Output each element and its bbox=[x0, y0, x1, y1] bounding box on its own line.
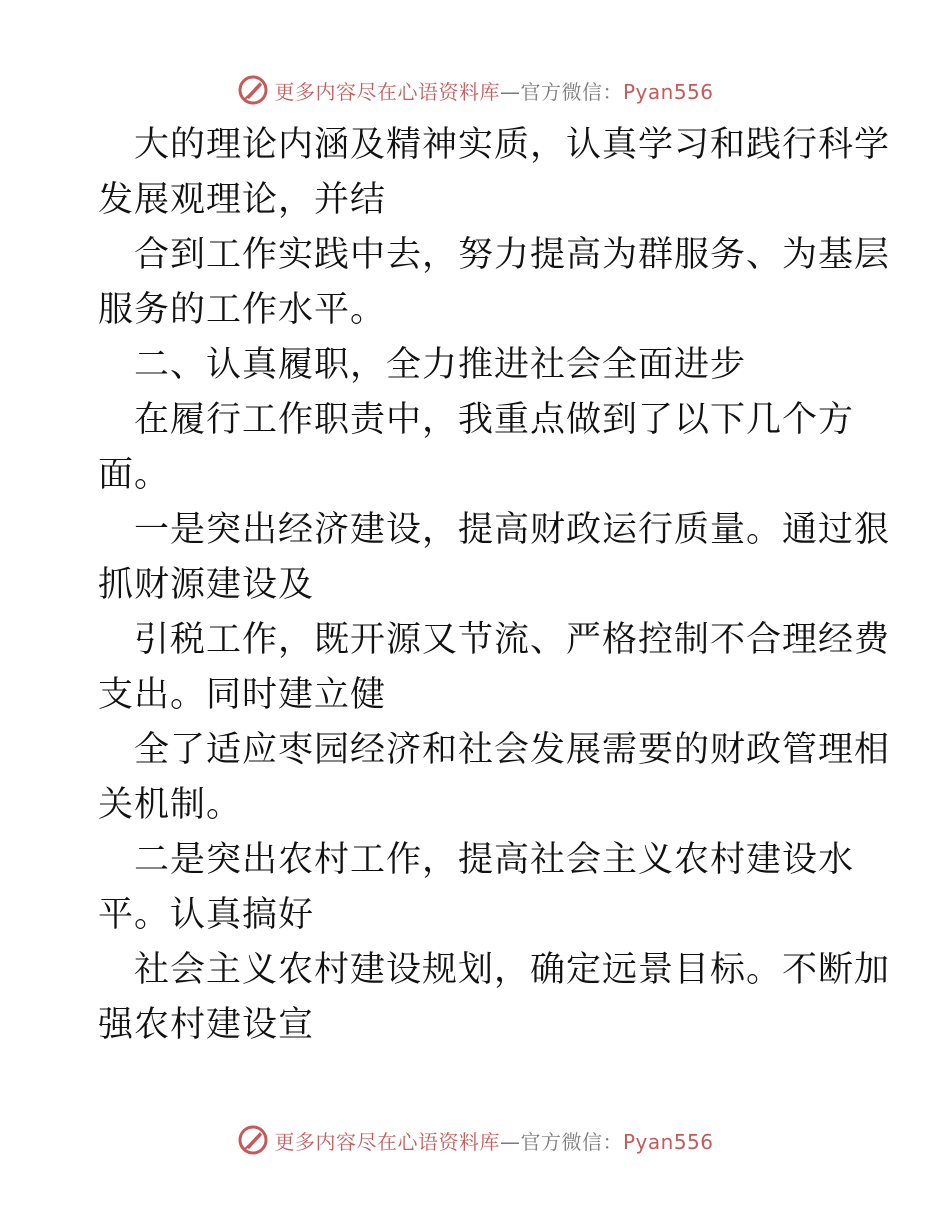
text-line: 社会主义农村建设规划，确定远景目标。不断加 bbox=[98, 950, 891, 990]
text-line: 合到工作实践中去，努力提高为群服务、为基层 bbox=[98, 235, 891, 275]
quill-logo-icon bbox=[236, 1123, 270, 1157]
section-heading: 二、认真履职，全力推进社会全面进步 bbox=[98, 345, 747, 385]
header-label: 官方微信： bbox=[520, 79, 623, 104]
document-body bbox=[98, 118, 891, 1053]
footer-wechat-id: Pyan556 bbox=[622, 1129, 714, 1154]
footer-dash: — bbox=[499, 1129, 521, 1154]
text-line: 一是突出经济建设，提高财政运行质量。通过狠 bbox=[98, 510, 891, 550]
footer-label: 官方微信： bbox=[520, 1129, 623, 1154]
text-line: 大的理论内涵及精神实质，认真学习和践行科学 bbox=[98, 125, 891, 165]
header-wechat-id: Pyan556 bbox=[622, 79, 714, 104]
text-line: 关机制。 bbox=[98, 785, 243, 825]
text-line: 引税工作，既开源又节流、严格控制不合理经费 bbox=[98, 620, 891, 660]
header-brand: 更多内容尽在心语资料库 bbox=[274, 79, 500, 104]
text-line: 全了适应枣园经济和社会发展需要的财政管理相 bbox=[98, 730, 891, 770]
text-line: 抓财源建设及 bbox=[98, 565, 315, 605]
header-dash: — bbox=[499, 79, 521, 104]
text-line: 发展观理论，并结 bbox=[98, 180, 387, 220]
page-header-watermark bbox=[0, 70, 950, 110]
text-line: 服务的工作水平。 bbox=[98, 290, 387, 330]
text-line: 平。认真搞好 bbox=[98, 895, 315, 935]
footer-brand: 更多内容尽在心语资料库 bbox=[274, 1129, 500, 1154]
text-line: 在履行工作职责中，我重点做到了以下几个方 bbox=[98, 400, 855, 440]
text-line: 二是突出农村工作，提高社会主义农村建设水 bbox=[98, 840, 855, 880]
text-line: 面。 bbox=[98, 455, 171, 495]
text-line: 强农村建设宣 bbox=[98, 1005, 315, 1045]
page-footer-watermark bbox=[0, 1120, 950, 1160]
quill-logo-icon bbox=[236, 73, 270, 107]
text-line: 支出。同时建立健 bbox=[98, 675, 387, 715]
